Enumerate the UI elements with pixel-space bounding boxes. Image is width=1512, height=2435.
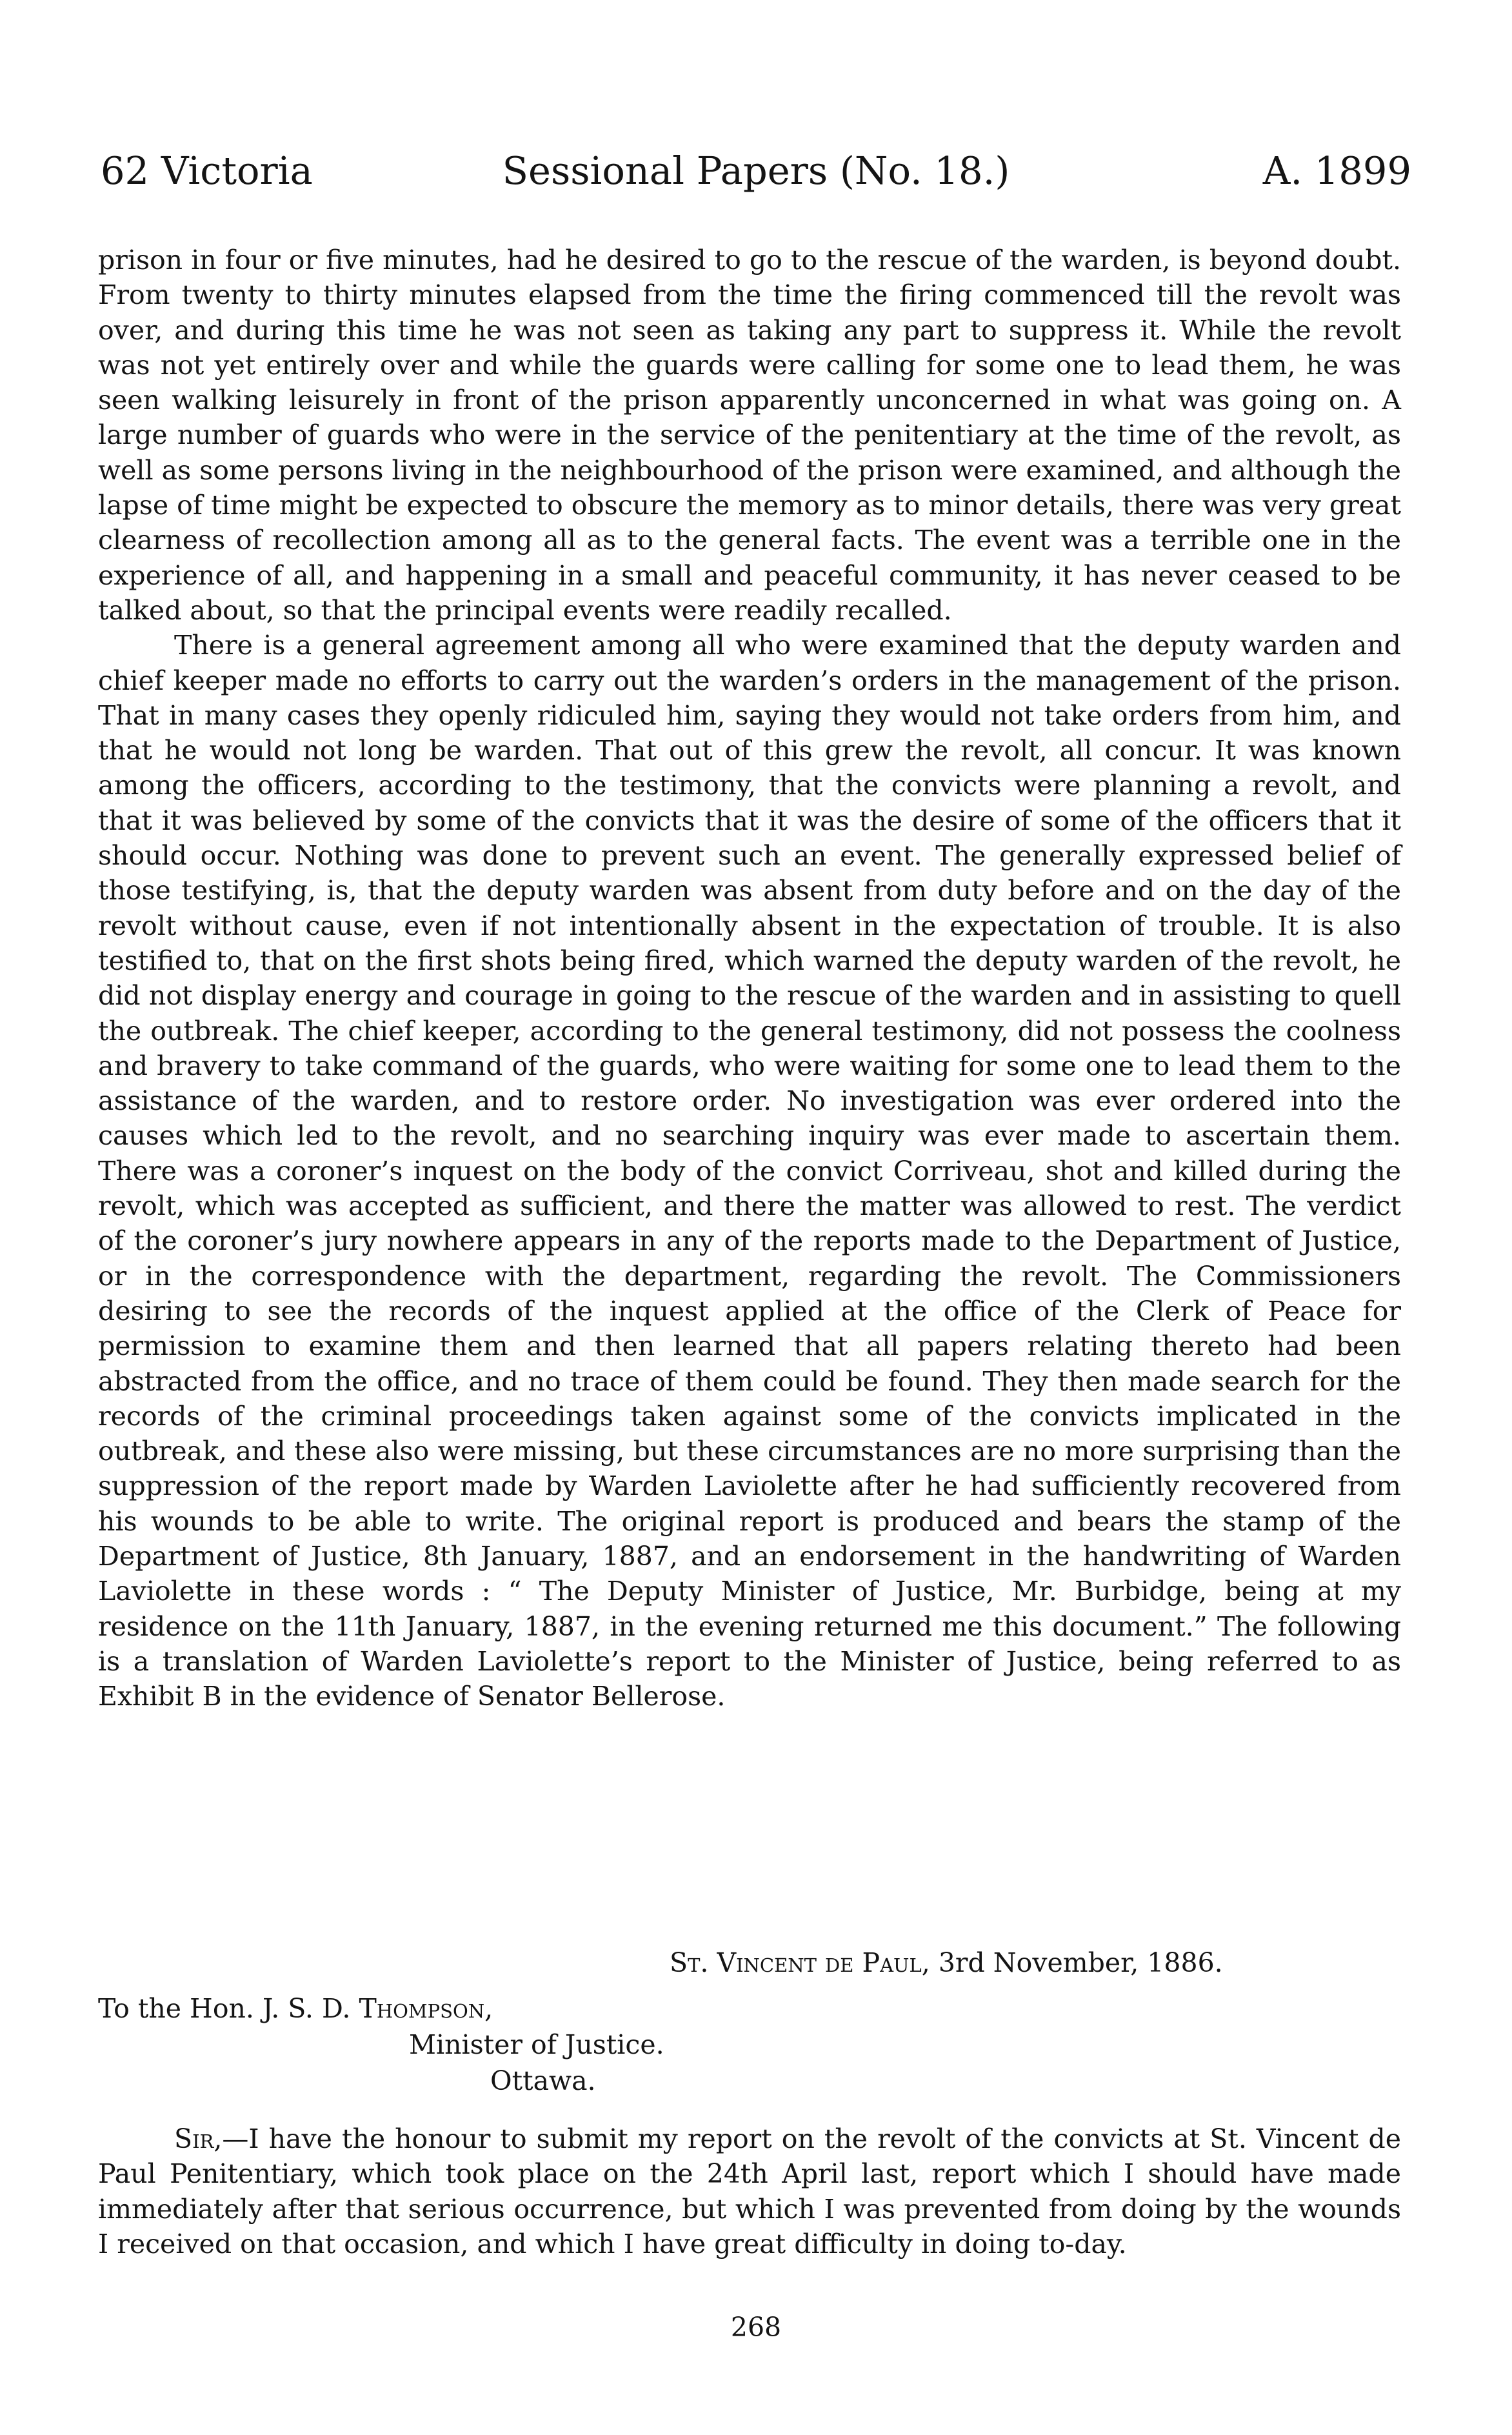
address-name: Thompson, [359, 1993, 493, 2024]
letter-dateline [670, 1945, 1223, 1980]
letter-address [98, 1990, 664, 2099]
address-title: Minister of Justice. [409, 2029, 664, 2060]
address-to: To the Hon. J. S. D. [98, 1993, 351, 2024]
address-city: Ottawa. [490, 2065, 596, 2096]
letter-opening-paragraph [98, 2121, 1401, 2261]
dateline-place: St. Vincent de Paul, [670, 1947, 930, 1978]
dateline-date: 3rd November, 1886. [938, 1947, 1223, 1978]
address-line-recipient [98, 1990, 664, 2027]
header-publication-title: Sessional Papers (No. 18.) [502, 148, 1010, 193]
letter-opening-text: —I have the honour to submit my report on the revolt of the convicts at St. Vincent de Paul Penitentiary, which took place on the 24th April last, report which I should have made immediately after that serious occurrence, but which I was prevented from doing by the wounds I received on that occasion, and which I have great difficulty in doing to-day. [98, 2123, 1401, 2260]
body-paragraph: There is a general agreement among all who were examined that the deputy warden and chief keeper made no efforts to carry out the warden’s orders in the management of the prison. That in many cases they openly ridiculed him, saying they would not take orders from him, and that he would not long be warden. That out of this grew the revolt, all concur. It was known among the officers, according to the testimony, that the convicts were planning a revolt, and that it was believed by some of the convicts that it was the desire of some of the officers that it should occur. Nothing was done to prevent such an event. The generally expressed belief of those testifying, is, that the deputy warden was absent from duty before and on the day of the revolt without cause, even if not intentionally absent in the expectation of trouble. It is also testified to, that on the first shots being fired, which warned the deputy warden of the revolt, he did not display energy and courage in going to the rescue of the warden and in assisting to quell the outbreak. The chief keeper, according to the general testimony, did not possess the coolness and bravery to take command of the guards, who were waiting for some one to lead them to the assistance of the warden, and to restore order. No investigation was ever ordered into the causes which led to the revolt, and no searching inquiry was ever made to ascertain them. There was a coroner’s inquest on the body of the convict Corriveau, shot and killed during the revolt, which was accepted as sufficient, and there the matter was allowed to rest. The verdict of the coroner’s jury nowhere appears in any of the reports made to the Department of Justice, or in the correspondence with the department, regarding the revolt. The Commissioners desiring to see the records of the inquest applied at the office of the Clerk of Peace for permission to examine them and then learned that all papers relating thereto had been abstracted from the office, and no trace of them could be found. They then made search for the records of the criminal proceedings taken against some of the convicts implicated in the outbreak, and these also were missing, but these circumstances are no more surprising than the suppression of the report made by Warden Laviolette after he had sufficiently recovered from his wounds to be able to write. The original report is produced and bears the stamp of the Department of Justice, 8th January, 1887, and an endorsement in the handwriting of Warden Laviolette in these words : “ The Deputy Minister of Justice, Mr. Burbidge, being at my residence on the 11th January, 1887, in the evening returned me this document.” The following is a translation of Warden Laviolette’s report to the Minister of Justice, being referred to as Exhibit B in the evidence of Senator Bellerose. [98, 630, 1401, 1712]
running-header [101, 145, 1411, 197]
letter-body [98, 2121, 1401, 2261]
page-number: 268 [730, 2312, 782, 2343]
report-body [98, 243, 1401, 1714]
header-year: A. 1899 [1262, 148, 1411, 193]
body-paragraph: prison in four or five minutes, had he desired to go to the rescue of the warden, is beyond doubt. From twenty to thirty minutes elapsed from the time the firing commenced till the revolt was over, and during this time he was not seen as taking any part to suppress it. While the revolt was not yet entirely over and while the guards were calling for some one to lead them, he was seen walking leisurely in front of the prison apparently unconcerned in what was going on. A large number of guards who were in the service of the penitentiary at the time of the revolt, as well as some persons living in the neighbourhood of the prison were examined, and although the lapse of time might be expected to obscure the memory as to minor details, there was very great clearness of recollection among all as to the general facts. The event was a terrible one in the experience of all, and happening in a small and peaceful community, it has never ceased to be talked about, so that the principal events were readily recalled. [98, 245, 1401, 626]
header-regnal-year: 62 Victoria [101, 148, 313, 193]
letter-salutation: Sir, [174, 2123, 223, 2154]
